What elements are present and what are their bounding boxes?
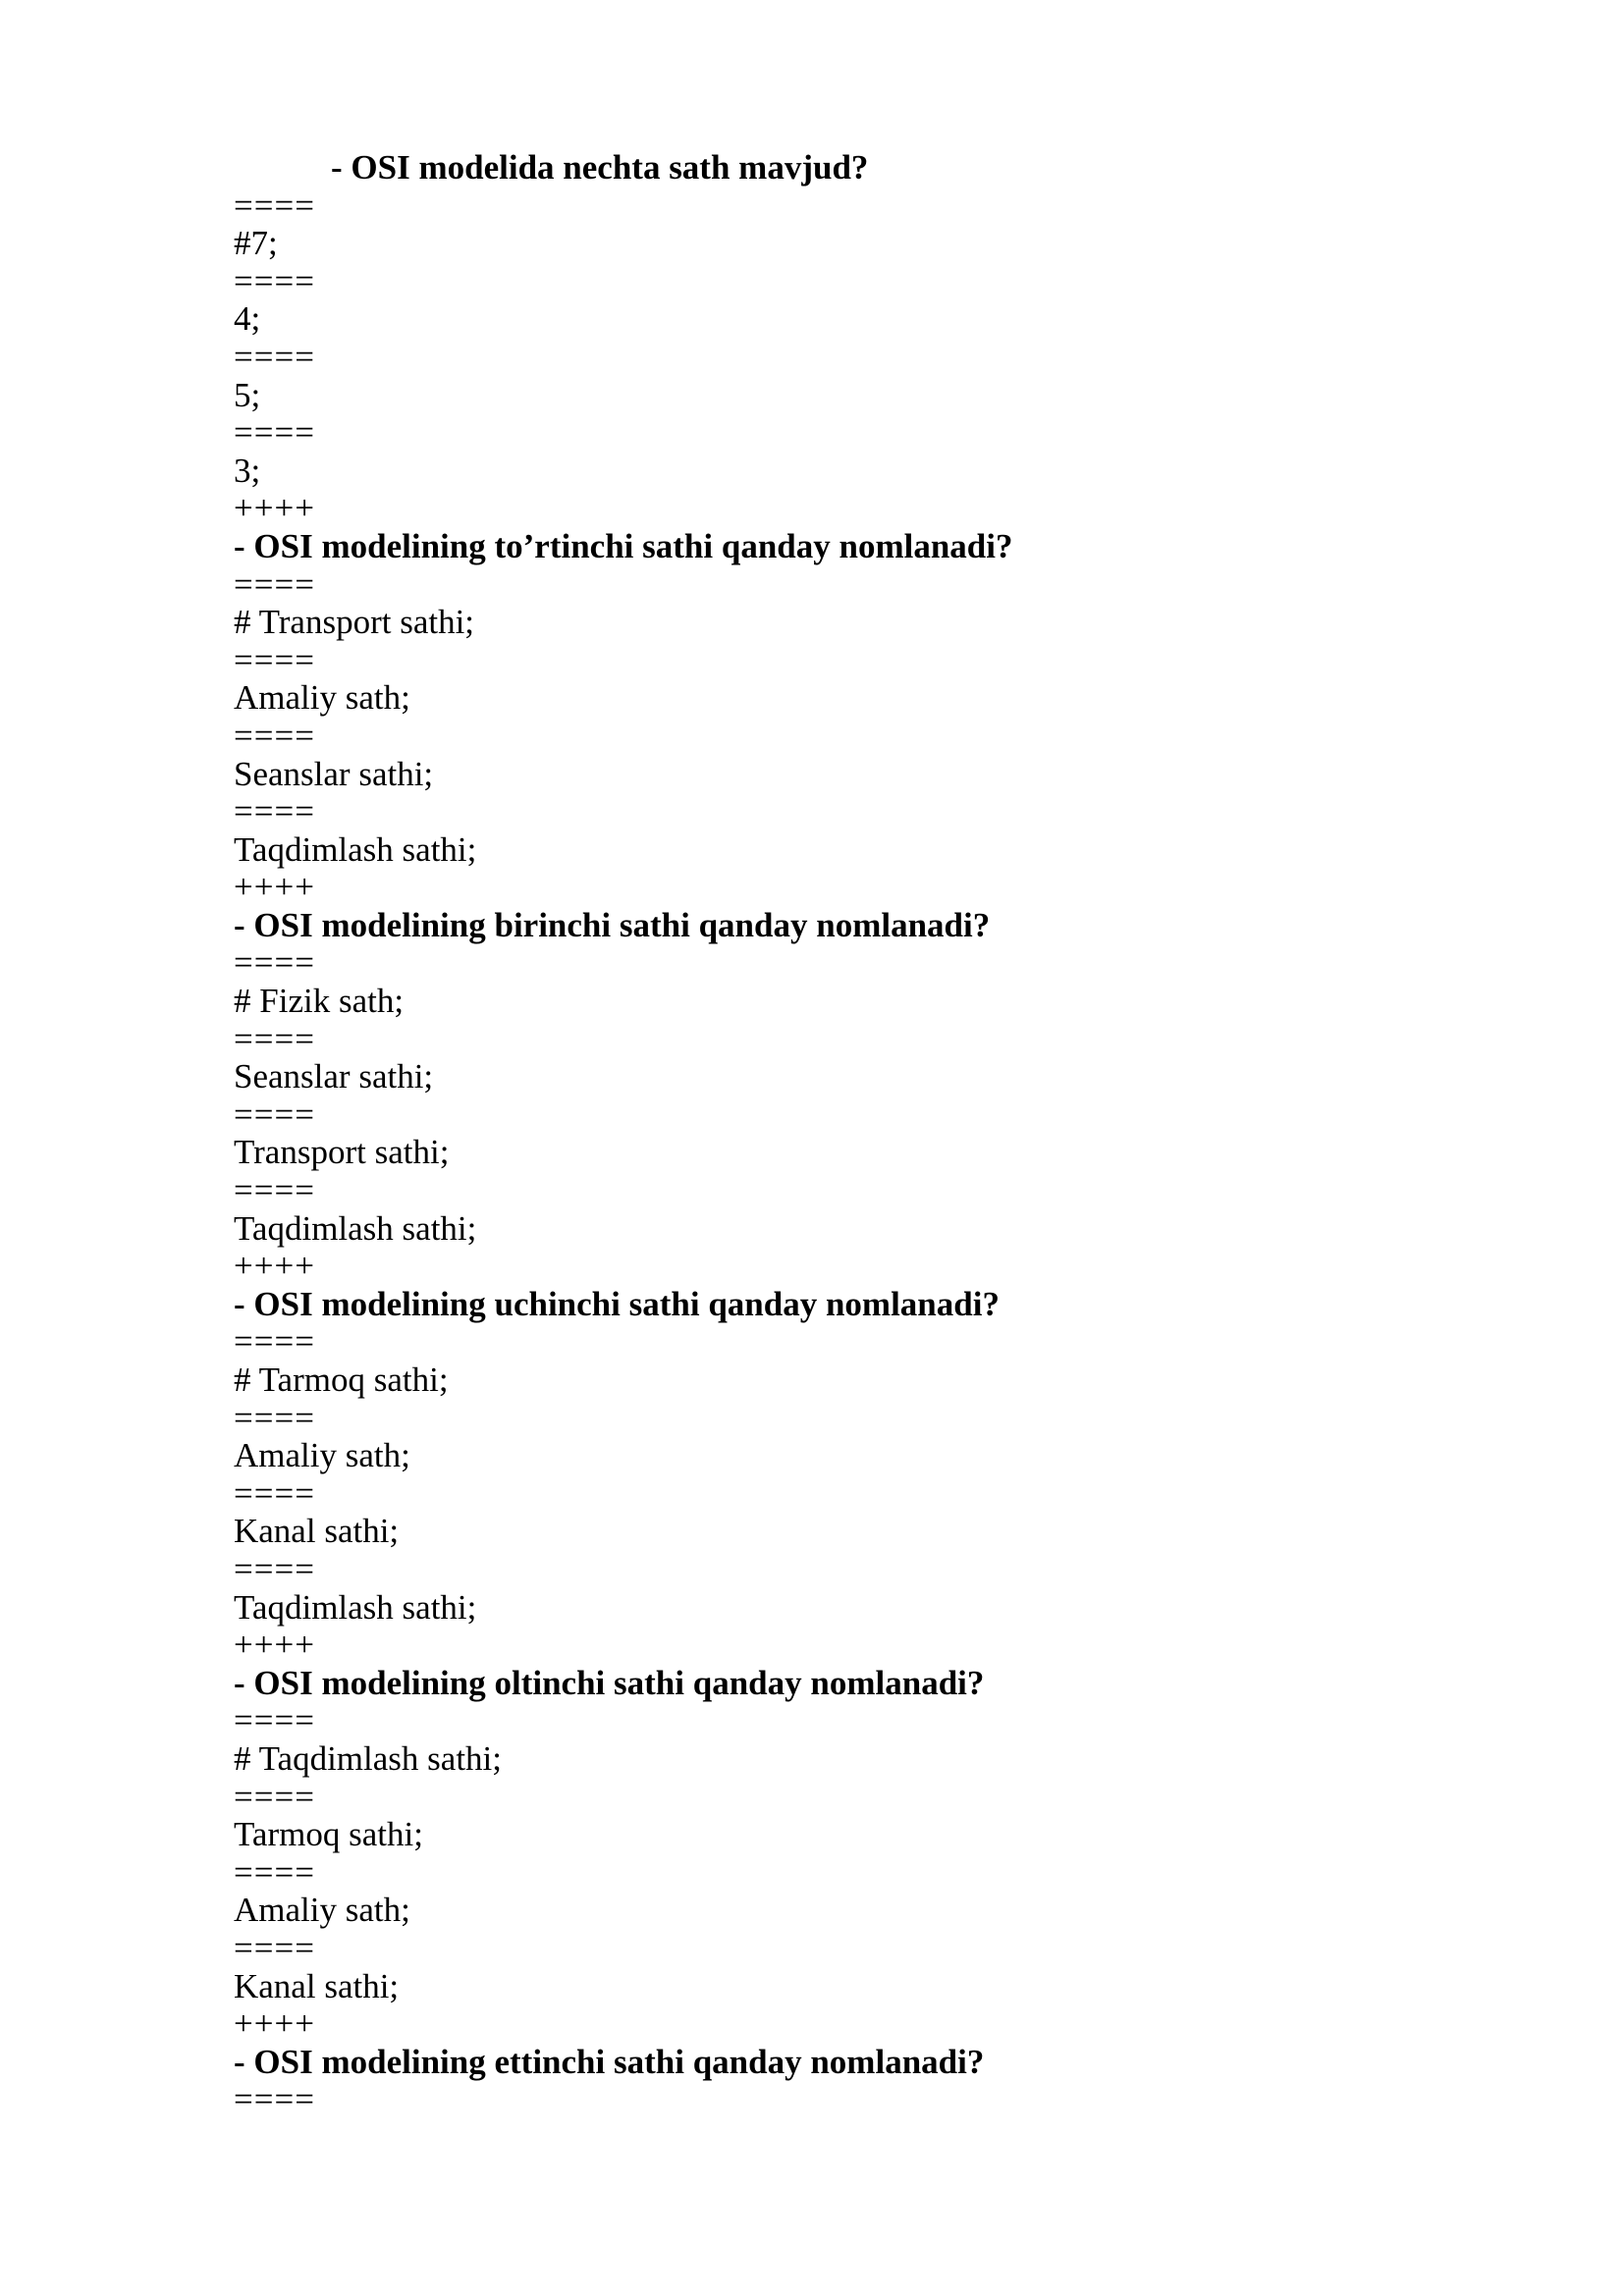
separator-line: ++++ (234, 868, 315, 907)
separator-line: ==== (234, 2080, 315, 2119)
separator-line: ==== (234, 1852, 315, 1892)
separator-line: ==== (234, 1473, 315, 1513)
answer-option: 3; (234, 451, 261, 490)
answer-option: Amaliy sath; (234, 1891, 410, 1930)
answer-option: Amaliy sath; (234, 1436, 410, 1475)
answer-option: Seanslar sathi; (234, 1057, 434, 1096)
answer-option: # Fizik sath; (234, 982, 405, 1021)
separator-line: ==== (234, 792, 315, 831)
question-text: - OSI modelining uchinchi sathi qanday nomlanadi? (234, 1284, 1000, 1323)
answer-option: Tarmoq sathi; (234, 1815, 423, 1854)
answer-option: 5; (234, 375, 261, 414)
question-text: - OSI modelining ettinchi sathi qanday nomlanadi? (234, 2042, 985, 2081)
separator-line: ==== (234, 1928, 315, 1967)
separator-line: ==== (234, 413, 315, 453)
answer-option: 4; (234, 299, 261, 339)
separator-line: ==== (234, 1019, 315, 1058)
separator-line: ==== (234, 716, 315, 755)
separator-line: ==== (234, 943, 315, 983)
answer-option: Taqdimlash sathi; (234, 1208, 477, 1248)
separator-line: ==== (234, 1095, 315, 1134)
separator-line: ==== (234, 261, 315, 300)
separator-line: ==== (234, 186, 315, 225)
answer-option: Transport sathi; (234, 1133, 450, 1172)
answer-option: #7; (234, 224, 278, 263)
separator-line: ++++ (234, 1626, 315, 1665)
separator-line: ==== (234, 1398, 315, 1437)
separator-line: ==== (234, 1322, 315, 1362)
answer-option: Kanal sathi; (234, 1966, 400, 2005)
separator-line: ==== (234, 640, 315, 679)
separator-line: ==== (234, 337, 315, 376)
separator-line: ++++ (234, 2004, 315, 2044)
answer-option: # Taqdimlash sathi; (234, 1738, 502, 1778)
question-text: - OSI modelining to’rtinchi sathi qanday nomlanadi? (234, 526, 1013, 565)
separator-line: ==== (234, 1777, 315, 1816)
separator-line: ==== (234, 1171, 315, 1210)
answer-option: Kanal sathi; (234, 1512, 400, 1551)
answer-option: Amaliy sath; (234, 678, 410, 718)
answer-option: Taqdimlash sathi; (234, 829, 477, 869)
question-text: - OSI modelida nechta sath mavjud? (331, 148, 869, 187)
separator-line: ==== (234, 1701, 315, 1740)
separator-line: ++++ (234, 489, 315, 528)
answer-option: # Transport sathi; (234, 603, 475, 642)
quiz-content (234, 149, 1461, 2119)
answer-option: # Tarmoq sathi; (234, 1361, 449, 1399)
answer-option: Taqdimlash sathi; (234, 1587, 477, 1627)
separator-line: ==== (234, 564, 315, 604)
question-text: - OSI modelining birinchi sathi qanday nomlanadi? (234, 905, 991, 944)
answer-option: Seanslar sathi; (234, 754, 434, 793)
question-text: - OSI modelining oltinchi sathi qanday nomlanadi? (234, 1663, 985, 1702)
separator-line: ++++ (234, 1247, 315, 1286)
separator-line: ==== (234, 1549, 315, 1588)
